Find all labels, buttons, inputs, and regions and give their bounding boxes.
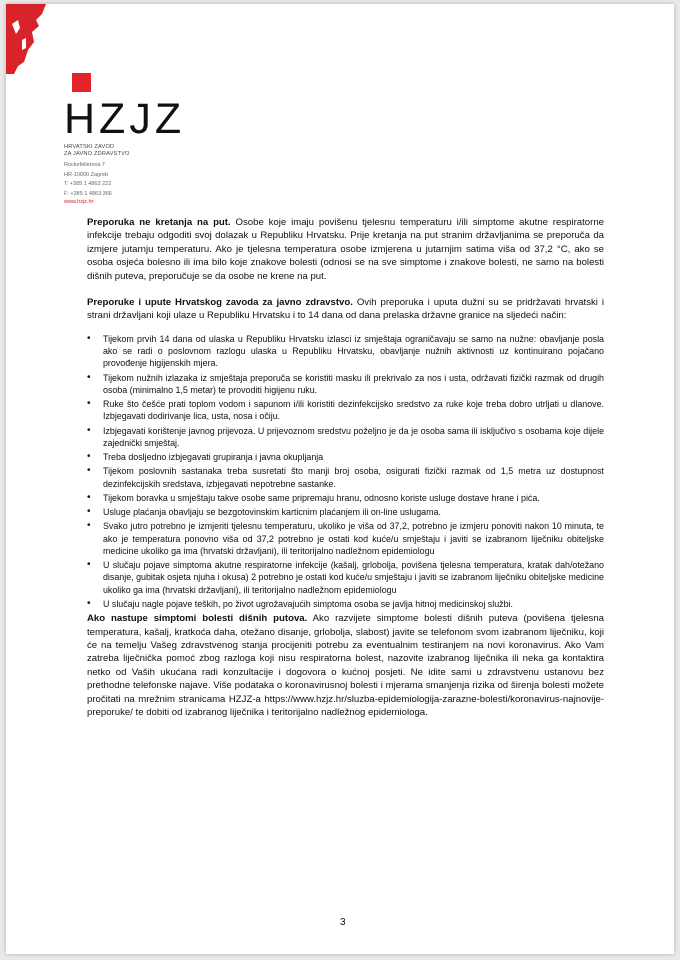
- list-item: • U slučaju nagle pojave teških, po život ugrožavajućih simptoma osoba se javlja hitnoj medicinskoj službi.: [103, 598, 604, 610]
- list-item: • Tijekom poslovnih sastanaka treba susretati što manji broj osoba, osigurati fizički razmak od 1,5 metra uz dostupnost dezinfekcijskih sredstava, izbjegavati nepotrebne sastanke.: [103, 465, 604, 489]
- page-number: 3: [340, 917, 346, 928]
- website-link[interactable]: www.hzjz.hr: [64, 199, 94, 205]
- list-item: • Usluge plaćanja obavljaju se bezgotovinskim karticnim plaćanjem ili on-line uslugama.: [103, 506, 604, 518]
- paragraph-heading: Preporuke i upute Hrvatskog zavoda za javno zdravstvo.: [87, 297, 353, 309]
- list-item: • U slučaju pojave simptoma akutne respiratorne infekcije (kašalj, grlobolja, povišena tjelesna temperatura, kratak dah/otežano disanje, gubitak osjeta njuha i okusa) 2 potrebno je ostati kod kuće/u smještaju i javiti se izabranom liječniku obiteljske medicine ukoliko ga ima (hrvatski državljani), ili teritorijalno nadležnom epidemiologu: [103, 559, 604, 596]
- list-item: • Treba dosljedno izbjegavati grupiranja i javna okupljanja: [103, 451, 604, 463]
- fax-line: F: +385 1 4863 366: [64, 190, 112, 197]
- list-item: • Tijekom boravka u smještaju takve osobe same pripremaju hranu, odnosno koriste usluge dostave hrane i pića.: [103, 492, 604, 504]
- logo-square: [72, 73, 91, 92]
- paragraph-symptoms: [87, 612, 604, 719]
- list-item: • Svako jutro potrebno je izmjeriti tjelesnu temperaturu, ukoliko je viša od 37,2, potrebno je izmjeru ponoviti nakon 10 minuta, te ako je temperatura ponovno viša od 37,2 potrebno je ostati kod kuće/u smještaju i javiti se izabranom liječniku obiteljske medicine ukoliko ga ima (hrvatski državljani), ili teritorijalno nadležnom epidemiologu: [103, 520, 604, 557]
- paragraph-text: Ovih preporuka i uputa dužni su se pridržavati hrvatski i strani državljani koji ulaze u Republiku Hrvatsku i to 14 dana od dana prelaska državne granice na sljedeći način:: [87, 297, 605, 322]
- org-name: [64, 144, 130, 159]
- org-name-line1: HRVATSKI ZAVOD: [64, 144, 115, 150]
- address-line: HR-10000 Zagreb: [64, 171, 109, 178]
- paragraph-text: Ako razvijete simptome bolesti dišnih puteva (povišena tjelesna temperatura, kašalj, kratkoća daha, otežano disanje, grlobolja, slabost) javite se telefonom svom izabranom liječniku, koji će na temelju Vašeg zdravstvenog stanja procijeniti potrebu za eventualnim testiranjem na novi koronavirus. Ako Vam zatreba liječnička pomoć zbog razloga koji nisu respiratorna bolest, nazovite izabranog liječnika ili neka ga kontaktira netko od Vaših ukućana radi konzultacije i dogovora o kućnoj posjeti. Ne idite sami u zdravstvenu ustanovu bez prethodne telefonske najave. Više podataka o koronavirusnoj bolesti i mjerama smanjenja rizika od širenja bolesti možete pročitati na mrežnim stranicama HZJZ-a https://www.hzjz.hr/sluzba-epidemiologija-zarazne-bolesti/koronavirus-najnovije-preporuke/ te dobiti od izabranog liječnika i teritorijalno nadležnog epidemiologa.: [87, 613, 605, 718]
- address-block: [64, 161, 112, 206]
- list-item: • Ruke što češće prati toplom vodom i sapunom i/ili koristiti dezinfekcijsko sredstvo za ruke koje treba dobro utrljati u dlanove. Izbjegavati dodirivanje lica, usta, nosa i očiju.: [103, 398, 604, 422]
- phone-line: T: +385 1 4863 222: [64, 181, 112, 187]
- paragraph-heading: Ako nastupe simptomi bolesti dišnih putova.: [87, 613, 308, 625]
- logo-text: HZJZ: [64, 95, 186, 143]
- list-item: • Tijekom prvih 14 dana od ulaska u Republiku Hrvatsku izlasci iz smještaja ograničavaju se samo na nužne: obavljanje posla ako se radi o poslovnom razlogu ulaska u Republiku Hrvatsku, obavljanje nužnih aktivnosti uz kontinuirano pojačano provođenje higijenskih mjera.: [103, 333, 604, 370]
- paragraph-recommendations: [87, 296, 604, 323]
- address-line: Rockefellerova 7: [64, 162, 105, 168]
- corner-logo-graphic: [6, 4, 54, 74]
- org-name-line2: ZA JAVNO ZDRAVSTVO: [64, 151, 130, 158]
- list-item: • Izbjegavati korištenje javnog prijevoza. U prijevoznom sredstvu poželjno je da je osoba sama ili isključivo s osobama koje dijele zajednički smještaj.: [103, 425, 604, 449]
- paragraph-heading: Preporuka ne kretanja na put.: [87, 217, 231, 228]
- document-body: [87, 216, 604, 719]
- list-item: • Tijekom nužnih izlazaka iz smještaja preporuča se koristiti masku ili prekrivalo za nos i usta, održavati fizički razmak od drugih osoba (minimalno 1,5 metar) te provoditi higijenu ruku.: [103, 372, 604, 396]
- recommendations-list: [87, 333, 604, 610]
- paragraph-text: Osobe koje imaju povišenu tjelesnu temperaturu i/ili simptome akutne respiratorne infekcije trebaju odgoditi svoj dolazak u Republiku Hrvatsku. Prije kretanja na put stranim državljanima se preporuča da izmjere jutarnju temperaturu. Ako je tjelesna temperatura osobe izmjerena u jutarnjim satima viša od 37,2 °C, ako se osoba osjeća bolesno ili ima bilo koje znakove bolesti (odnosi se na sve simptome i znakove bolesti, ne samo na bolesti dišnih puteva, preporučuje se da osobe ne krene na put.: [87, 217, 604, 282]
- document-page: [6, 4, 674, 954]
- paragraph-travel: [87, 216, 604, 283]
